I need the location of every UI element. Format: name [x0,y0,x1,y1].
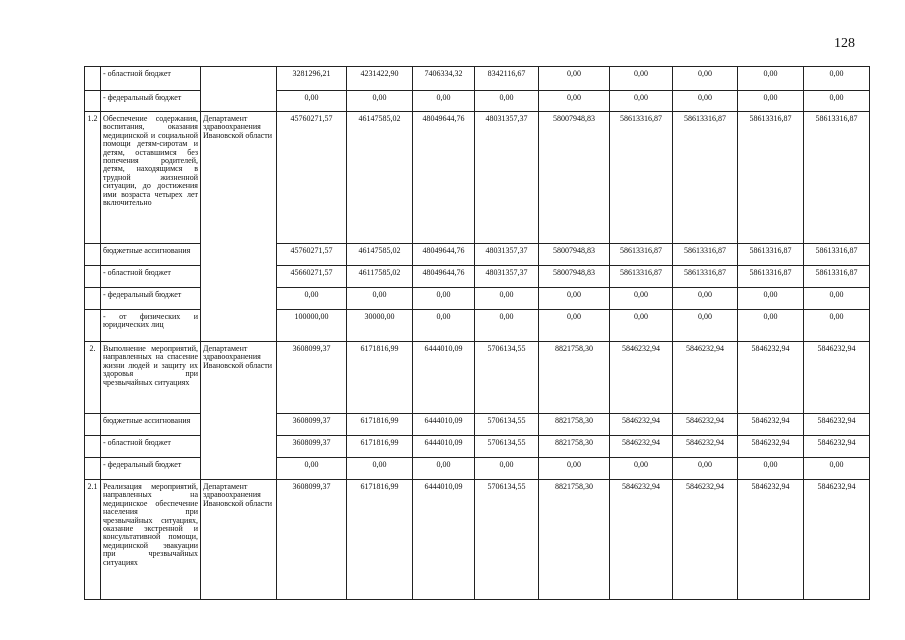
amount-cell: 0,00 [413,91,475,112]
row-number: 1.2 [85,112,101,244]
amount-cell: 5846232,94 [610,342,673,414]
amount-cell: 5846232,94 [804,480,870,600]
amount-cell: 0,00 [475,458,539,480]
amount-cell: 5846232,94 [673,480,738,600]
amount-cell: 4231422,90 [347,67,413,91]
row-number: 2.1 [85,480,101,600]
responsible-org: Департамент здравоохранения Ивановской области [201,342,277,480]
amount-cell: 0,00 [413,288,475,310]
amount-cell: 58007948,83 [539,266,610,288]
budget-table [84,66,870,600]
amount-cell: 0,00 [475,91,539,112]
amount-cell: 5706134,55 [475,342,539,414]
amount-cell: 6444010,09 [413,342,475,414]
amount-cell: 3281296,21 [277,67,347,91]
row-name: - областной бюджет [101,67,201,91]
amount-cell: 6171816,99 [347,414,413,436]
amount-cell: 48031357,37 [475,244,539,266]
row-name: Выполнение мероприятий, направленных на спасение жизни людей и защиту их здоровья при чрезвычайных ситуациях [101,342,201,414]
amount-cell: 0,00 [539,91,610,112]
amount-cell: 46147585,02 [347,112,413,244]
row-number [85,67,101,91]
row-name: - от физических и юридических лиц [101,310,201,342]
row-name: - федеральный бюджет [101,458,201,480]
amount-cell: 5846232,94 [738,414,804,436]
row-number [85,458,101,480]
row-name: - областной бюджет [101,436,201,458]
amount-cell: 8821758,30 [539,414,610,436]
amount-cell: 0,00 [804,458,870,480]
amount-cell: 58613316,87 [738,266,804,288]
amount-cell: 0,00 [539,67,610,91]
amount-cell: 0,00 [804,288,870,310]
row-name: - федеральный бюджет [101,288,201,310]
amount-cell: 0,00 [673,310,738,342]
amount-cell: 0,00 [475,288,539,310]
amount-cell: 0,00 [539,458,610,480]
row-name: Реализация мероприятий, направленных на медицинское обеспечение населения при чрезвычайных ситуациях, оказание экстренной и консультативной помощи, медицинской эвакуации при чрезвычайных ситуациях [101,480,201,600]
amount-cell: 3608099,37 [277,480,347,600]
amount-cell: 48031357,37 [475,266,539,288]
amount-cell: 48031357,37 [475,112,539,244]
amount-cell: 48049644,76 [413,244,475,266]
amount-cell: 5846232,94 [673,342,738,414]
amount-cell: 8821758,30 [539,480,610,600]
amount-cell: 58613316,87 [673,112,738,244]
amount-cell: 0,00 [277,91,347,112]
amount-cell: 58613316,87 [738,112,804,244]
amount-cell: 0,00 [610,458,673,480]
amount-cell: 0,00 [738,288,804,310]
amount-cell: 3608099,37 [277,342,347,414]
amount-cell: 58613316,87 [738,244,804,266]
amount-cell: 0,00 [610,91,673,112]
amount-cell: 48049644,76 [413,266,475,288]
amount-cell: 45760271,57 [277,244,347,266]
amount-cell: 6444010,09 [413,414,475,436]
amount-cell: 58613316,87 [804,266,870,288]
amount-cell: 58613316,87 [673,266,738,288]
amount-cell: 48049644,76 [413,112,475,244]
table-row [85,67,870,91]
amount-cell: 8821758,30 [539,436,610,458]
amount-cell: 0,00 [413,310,475,342]
page-number: 128 [834,36,855,51]
amount-cell: 0,00 [738,310,804,342]
amount-cell: 0,00 [804,310,870,342]
amount-cell: 5706134,55 [475,436,539,458]
row-number: 2. [85,342,101,414]
table-row [85,342,870,414]
row-number [85,310,101,342]
amount-cell: 5846232,94 [673,436,738,458]
amount-cell: 100000,00 [277,310,347,342]
amount-cell: 58613316,87 [610,112,673,244]
amount-cell: 58613316,87 [804,112,870,244]
amount-cell: 45760271,57 [277,112,347,244]
amount-cell: 58613316,87 [610,266,673,288]
amount-cell: 5846232,94 [610,414,673,436]
amount-cell: 0,00 [804,91,870,112]
amount-cell: 8342116,67 [475,67,539,91]
amount-cell: 0,00 [539,288,610,310]
amount-cell: 5846232,94 [610,480,673,600]
table-row [85,112,870,244]
amount-cell: 0,00 [539,310,610,342]
amount-cell: 58007948,83 [539,244,610,266]
amount-cell: 8821758,30 [539,342,610,414]
amount-cell: 58613316,87 [673,244,738,266]
amount-cell: 0,00 [804,67,870,91]
row-number [85,436,101,458]
amount-cell: 0,00 [347,91,413,112]
amount-cell: 58613316,87 [610,244,673,266]
amount-cell: 0,00 [475,310,539,342]
amount-cell: 5706134,55 [475,480,539,600]
amount-cell: 6444010,09 [413,436,475,458]
amount-cell: 0,00 [347,288,413,310]
row-number [85,244,101,266]
amount-cell: 45660271,57 [277,266,347,288]
amount-cell: 6171816,99 [347,342,413,414]
row-name: - областной бюджет [101,266,201,288]
amount-cell: 5846232,94 [804,436,870,458]
amount-cell: 46117585,02 [347,266,413,288]
row-number [85,266,101,288]
amount-cell: 5706134,55 [475,414,539,436]
amount-cell: 0,00 [738,67,804,91]
amount-cell: 6444010,09 [413,480,475,600]
row-name: Обеспечение содержания, воспитания, оказания медицинской и социальной помощи детям-сиротам и детям, оставшимся без попечения родителей, детям, находящимся в трудной жизненной ситуации, до достижения ими возраста четырех лет включительно [101,112,201,244]
amount-cell: 0,00 [673,458,738,480]
amount-cell: 6171816,99 [347,436,413,458]
amount-cell: 3608099,37 [277,436,347,458]
responsible-org [201,67,277,112]
row-number [85,288,101,310]
amount-cell: 3608099,37 [277,414,347,436]
amount-cell: 5846232,94 [673,414,738,436]
amount-cell: 0,00 [673,67,738,91]
amount-cell: 0,00 [673,91,738,112]
amount-cell: 5846232,94 [804,342,870,414]
amount-cell: 30000,00 [347,310,413,342]
amount-cell: 0,00 [610,67,673,91]
amount-cell: 58007948,83 [539,112,610,244]
amount-cell: 0,00 [277,288,347,310]
responsible-org: Департамент здравоохранения Ивановской области [201,112,277,342]
amount-cell: 5846232,94 [738,436,804,458]
amount-cell: 0,00 [277,458,347,480]
amount-cell: 0,00 [738,91,804,112]
amount-cell: 0,00 [610,310,673,342]
amount-cell: 6171816,99 [347,480,413,600]
responsible-org: Департамент здравоохранения Ивановской области [201,480,277,600]
amount-cell: 0,00 [610,288,673,310]
amount-cell: 0,00 [413,458,475,480]
table-row [85,480,870,600]
amount-cell: 46147585,02 [347,244,413,266]
amount-cell: 0,00 [738,458,804,480]
row-number [85,91,101,112]
row-number [85,414,101,436]
amount-cell: 7406334,32 [413,67,475,91]
amount-cell: 0,00 [347,458,413,480]
amount-cell: 58613316,87 [804,244,870,266]
amount-cell: 5846232,94 [804,414,870,436]
row-name: - федеральный бюджет [101,91,201,112]
row-name: бюджетные ассигнования [101,244,201,266]
amount-cell: 5846232,94 [738,342,804,414]
amount-cell: 5846232,94 [610,436,673,458]
row-name: бюджетные ассигнования [101,414,201,436]
amount-cell: 0,00 [673,288,738,310]
amount-cell: 5846232,94 [738,480,804,600]
